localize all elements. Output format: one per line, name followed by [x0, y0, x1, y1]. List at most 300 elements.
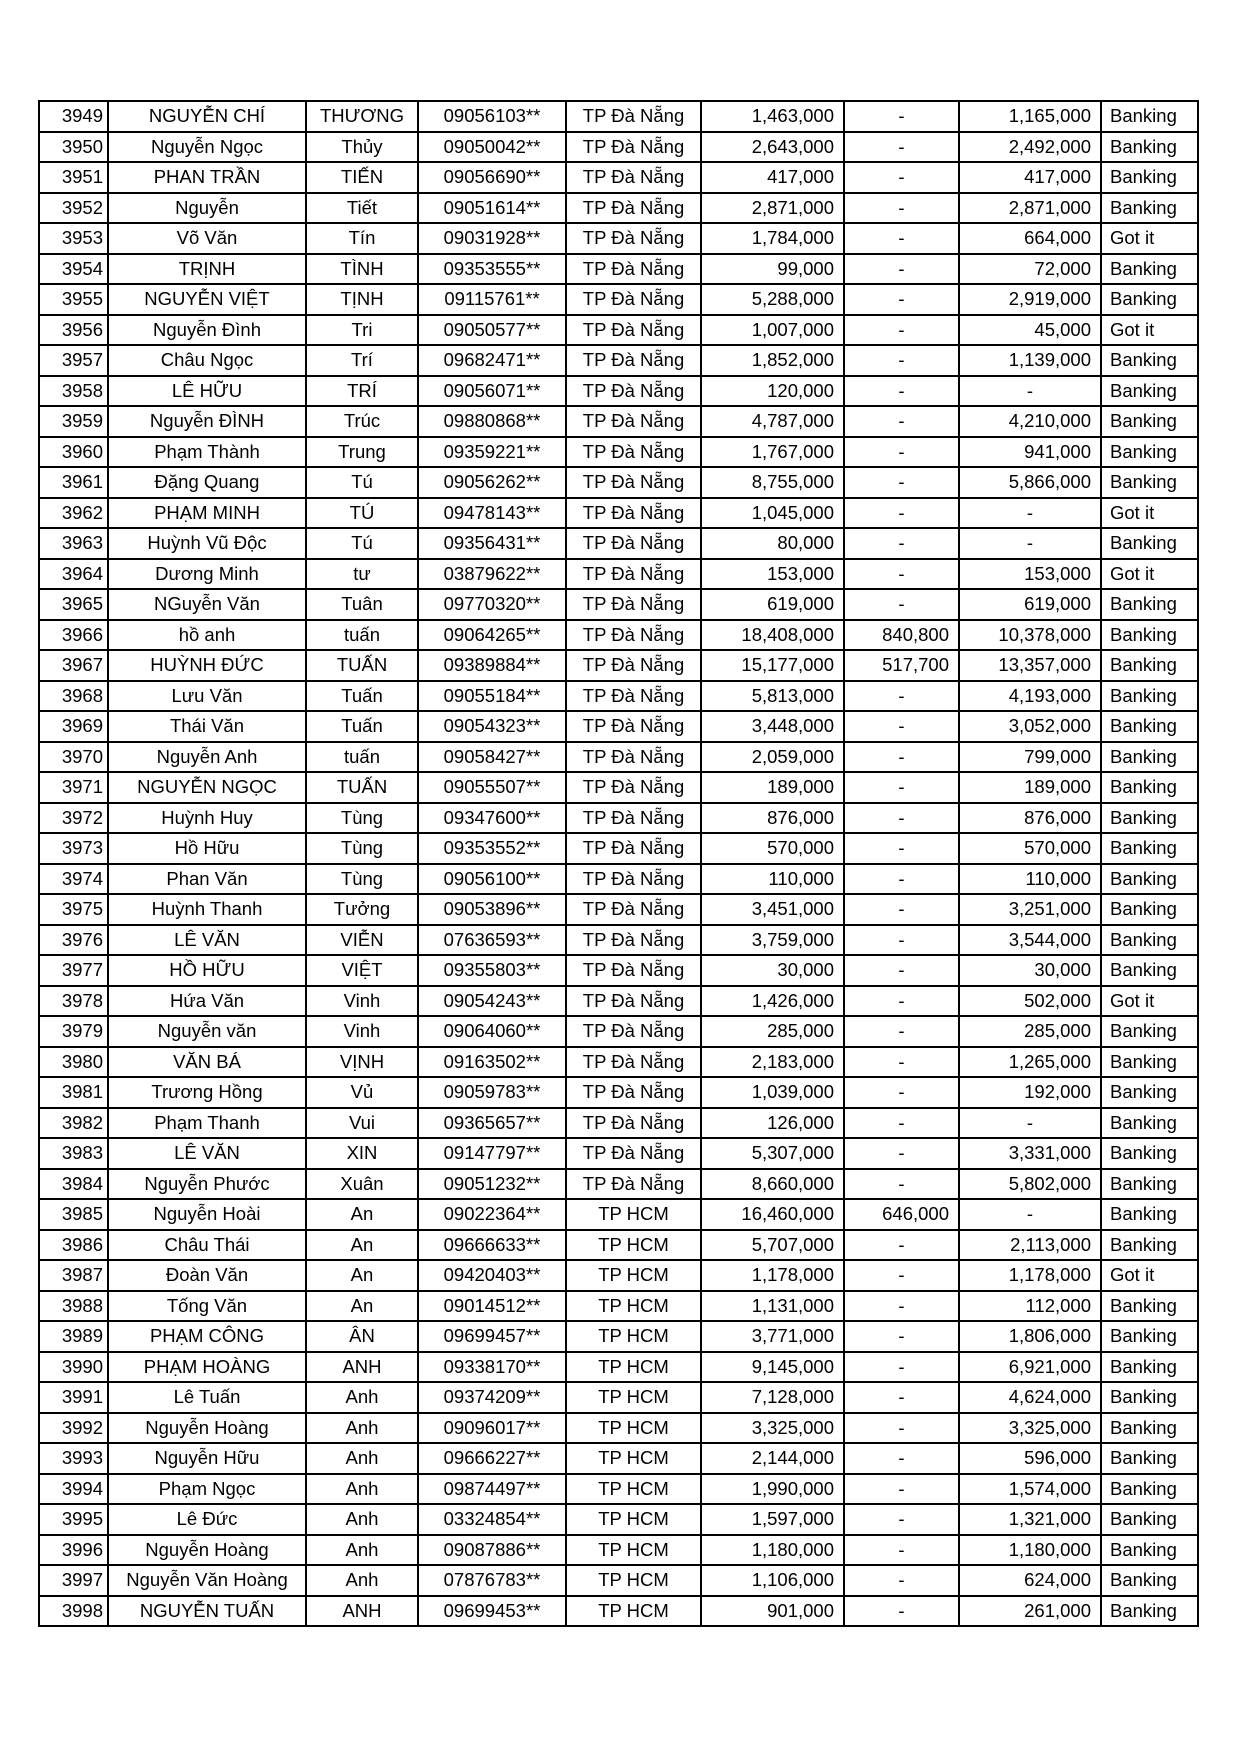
table-row — [39, 1291, 1198, 1322]
cell-city: TP Đà Nẵng — [566, 1108, 701, 1139]
cell-city: TP HCM — [566, 1352, 701, 1383]
cell-amount-a: 1,597,000 — [701, 1504, 844, 1535]
cell-id: 3953 — [39, 223, 108, 254]
cell-amount-c: 45,000 — [959, 315, 1101, 346]
cell-first-name: Tống Văn — [108, 1291, 306, 1322]
cell-amount-a: 16,460,000 — [701, 1199, 844, 1230]
cell-first-name: Phạm Thành — [108, 437, 306, 468]
cell-phone: 09682471** — [418, 345, 566, 376]
cell-id: 3990 — [39, 1352, 108, 1383]
cell-phone: 09374209** — [418, 1382, 566, 1413]
cell-amount-a: 5,813,000 — [701, 681, 844, 712]
cell-status: Banking — [1101, 193, 1198, 224]
cell-city: TP Đà Nẵng — [566, 833, 701, 864]
table-row — [39, 254, 1198, 285]
cell-city: TP HCM — [566, 1443, 701, 1474]
cell-id: 3967 — [39, 650, 108, 681]
cell-amount-b: - — [844, 132, 959, 163]
cell-last-name: VỊNH — [306, 1047, 418, 1078]
cell-phone: 09056262** — [418, 467, 566, 498]
cell-phone: 09699453** — [418, 1596, 566, 1627]
cell-id: 3971 — [39, 772, 108, 803]
cell-last-name: TỊNH — [306, 284, 418, 315]
cell-amount-a: 417,000 — [701, 162, 844, 193]
cell-phone: 07636593** — [418, 925, 566, 956]
cell-phone: 07876783** — [418, 1565, 566, 1596]
cell-first-name: Võ Văn — [108, 223, 306, 254]
cell-amount-a: 2,059,000 — [701, 742, 844, 773]
table-row — [39, 894, 1198, 925]
cell-city: TP Đà Nẵng — [566, 589, 701, 620]
cell-amount-a: 1,990,000 — [701, 1474, 844, 1505]
cell-first-name: NGUYỄN NGỌC — [108, 772, 306, 803]
cell-status: Banking — [1101, 528, 1198, 559]
cell-phone: 09163502** — [418, 1047, 566, 1078]
cell-city: TP Đà Nẵng — [566, 894, 701, 925]
cell-amount-b: - — [844, 223, 959, 254]
cell-amount-b: - — [844, 925, 959, 956]
cell-id: 3972 — [39, 803, 108, 834]
cell-amount-b: - — [844, 101, 959, 132]
cell-city: TP Đà Nẵng — [566, 223, 701, 254]
cell-phone: 09050042** — [418, 132, 566, 163]
cell-id: 3978 — [39, 986, 108, 1017]
cell-city: TP Đà Nẵng — [566, 864, 701, 895]
cell-city: TP Đà Nẵng — [566, 650, 701, 681]
cell-phone: 09014512** — [418, 1291, 566, 1322]
cell-last-name: An — [306, 1230, 418, 1261]
cell-amount-a: 3,759,000 — [701, 925, 844, 956]
table-row — [39, 498, 1198, 529]
table-row — [39, 1321, 1198, 1352]
cell-amount-c: 596,000 — [959, 1443, 1101, 1474]
cell-first-name: NGuyễn Văn — [108, 589, 306, 620]
cell-last-name: TRÍ — [306, 376, 418, 407]
cell-city: TP Đà Nẵng — [566, 772, 701, 803]
cell-amount-b: - — [844, 1535, 959, 1566]
cell-id: 3989 — [39, 1321, 108, 1352]
cell-status: Banking — [1101, 864, 1198, 895]
cell-amount-c: - — [959, 498, 1101, 529]
cell-id: 3980 — [39, 1047, 108, 1078]
cell-id: 3973 — [39, 833, 108, 864]
cell-amount-c: 4,210,000 — [959, 406, 1101, 437]
table-row — [39, 1138, 1198, 1169]
cell-amount-c: 2,492,000 — [959, 132, 1101, 163]
cell-city: TP Đà Nẵng — [566, 986, 701, 1017]
cell-amount-b: - — [844, 955, 959, 986]
contact-payments-table — [38, 100, 1199, 1627]
cell-id: 3986 — [39, 1230, 108, 1261]
cell-last-name: VIỄN — [306, 925, 418, 956]
table-row — [39, 986, 1198, 1017]
cell-city: TP HCM — [566, 1291, 701, 1322]
cell-amount-a: 1,131,000 — [701, 1291, 844, 1322]
cell-amount-c: 3,251,000 — [959, 894, 1101, 925]
cell-amount-c: 153,000 — [959, 559, 1101, 590]
table-row — [39, 101, 1198, 132]
cell-first-name: Nguyễn văn — [108, 1016, 306, 1047]
cell-amount-b: - — [844, 1413, 959, 1444]
cell-amount-a: 5,707,000 — [701, 1230, 844, 1261]
cell-status: Banking — [1101, 620, 1198, 651]
table-row — [39, 1474, 1198, 1505]
cell-first-name: Nguyễn Hoàng — [108, 1413, 306, 1444]
cell-last-name: Vinh — [306, 986, 418, 1017]
cell-amount-a: 4,787,000 — [701, 406, 844, 437]
cell-amount-b: - — [844, 833, 959, 864]
cell-amount-c: 1,139,000 — [959, 345, 1101, 376]
cell-first-name: Huỳnh Thanh — [108, 894, 306, 925]
cell-amount-b: - — [844, 1382, 959, 1413]
cell-last-name: ANH — [306, 1352, 418, 1383]
cell-phone: 09880868** — [418, 406, 566, 437]
table-row — [39, 315, 1198, 346]
cell-amount-c: 417,000 — [959, 162, 1101, 193]
table-row — [39, 132, 1198, 163]
cell-amount-a: 285,000 — [701, 1016, 844, 1047]
cell-status: Banking — [1101, 1138, 1198, 1169]
cell-id: 3963 — [39, 528, 108, 559]
cell-amount-a: 5,288,000 — [701, 284, 844, 315]
cell-phone: 09056103** — [418, 101, 566, 132]
cell-amount-c: 30,000 — [959, 955, 1101, 986]
cell-id: 3984 — [39, 1169, 108, 1200]
cell-amount-a: 876,000 — [701, 803, 844, 834]
cell-amount-b: - — [844, 986, 959, 1017]
cell-status: Banking — [1101, 1443, 1198, 1474]
cell-id: 3985 — [39, 1199, 108, 1230]
cell-status: Got it — [1101, 1260, 1198, 1291]
cell-amount-c: 110,000 — [959, 864, 1101, 895]
cell-last-name: An — [306, 1199, 418, 1230]
cell-last-name: Tú — [306, 528, 418, 559]
cell-phone: 09056690** — [418, 162, 566, 193]
cell-last-name: Tưởng — [306, 894, 418, 925]
cell-id: 3977 — [39, 955, 108, 986]
cell-first-name: Trương Hồng — [108, 1077, 306, 1108]
cell-amount-a: 1,045,000 — [701, 498, 844, 529]
cell-first-name: Lê Đức — [108, 1504, 306, 1535]
cell-phone: 09056071** — [418, 376, 566, 407]
cell-phone: 09087886** — [418, 1535, 566, 1566]
cell-amount-b: - — [844, 772, 959, 803]
cell-status: Banking — [1101, 1016, 1198, 1047]
cell-first-name: Đoàn Văn — [108, 1260, 306, 1291]
cell-id: 3982 — [39, 1108, 108, 1139]
cell-first-name: Châu Thái — [108, 1230, 306, 1261]
cell-status: Got it — [1101, 223, 1198, 254]
cell-city: TP Đà Nẵng — [566, 528, 701, 559]
cell-city: TP Đà Nẵng — [566, 681, 701, 712]
cell-amount-b: - — [844, 528, 959, 559]
cell-status: Got it — [1101, 315, 1198, 346]
cell-status: Banking — [1101, 833, 1198, 864]
cell-amount-b: - — [844, 284, 959, 315]
cell-status: Banking — [1101, 1047, 1198, 1078]
cell-amount-b: - — [844, 1260, 959, 1291]
cell-first-name: Lê Tuấn — [108, 1382, 306, 1413]
cell-amount-c: 1,180,000 — [959, 1535, 1101, 1566]
cell-first-name: PHẠM MINH — [108, 498, 306, 529]
table-body — [39, 101, 1198, 1626]
cell-status: Banking — [1101, 1504, 1198, 1535]
cell-id: 3951 — [39, 162, 108, 193]
cell-last-name: VIỆT — [306, 955, 418, 986]
cell-phone: 09874497** — [418, 1474, 566, 1505]
cell-amount-b: 517,700 — [844, 650, 959, 681]
table-row — [39, 1169, 1198, 1200]
cell-phone: 09064265** — [418, 620, 566, 651]
cell-status: Banking — [1101, 1108, 1198, 1139]
cell-amount-c: 1,178,000 — [959, 1260, 1101, 1291]
cell-phone: 09053896** — [418, 894, 566, 925]
cell-amount-b: - — [844, 254, 959, 285]
cell-amount-a: 189,000 — [701, 772, 844, 803]
cell-phone: 09420403** — [418, 1260, 566, 1291]
cell-amount-a: 1,426,000 — [701, 986, 844, 1017]
cell-first-name: Nguyễn Phước — [108, 1169, 306, 1200]
cell-phone: 09054243** — [418, 986, 566, 1017]
cell-city: TP Đà Nẵng — [566, 162, 701, 193]
cell-amount-a: 9,145,000 — [701, 1352, 844, 1383]
cell-amount-c: 3,544,000 — [959, 925, 1101, 956]
cell-amount-a: 153,000 — [701, 559, 844, 590]
cell-amount-c: 5,802,000 — [959, 1169, 1101, 1200]
cell-city: TP Đà Nẵng — [566, 1138, 701, 1169]
cell-amount-c: 10,378,000 — [959, 620, 1101, 651]
cell-last-name: THƯƠNG — [306, 101, 418, 132]
cell-first-name: HUỲNH ĐỨC — [108, 650, 306, 681]
cell-phone: 09338170** — [418, 1352, 566, 1383]
cell-id: 3998 — [39, 1596, 108, 1627]
cell-amount-a: 1,180,000 — [701, 1535, 844, 1566]
cell-status: Banking — [1101, 681, 1198, 712]
cell-id: 3987 — [39, 1260, 108, 1291]
cell-city: TP HCM — [566, 1474, 701, 1505]
cell-amount-b: - — [844, 559, 959, 590]
table-row — [39, 1443, 1198, 1474]
cell-first-name: Nguyễn Văn Hoàng — [108, 1565, 306, 1596]
cell-status: Banking — [1101, 1382, 1198, 1413]
cell-amount-c: 4,193,000 — [959, 681, 1101, 712]
cell-city: TP HCM — [566, 1199, 701, 1230]
cell-amount-c: 502,000 — [959, 986, 1101, 1017]
cell-first-name: Nguyễn Hoàng — [108, 1535, 306, 1566]
cell-amount-b: - — [844, 1565, 959, 1596]
cell-amount-c: 941,000 — [959, 437, 1101, 468]
cell-first-name: hồ anh — [108, 620, 306, 651]
cell-id: 3952 — [39, 193, 108, 224]
table-row — [39, 1352, 1198, 1383]
cell-first-name: Phan Văn — [108, 864, 306, 895]
cell-amount-b: - — [844, 589, 959, 620]
cell-phone: 09359221** — [418, 437, 566, 468]
cell-status: Banking — [1101, 1535, 1198, 1566]
cell-amount-a: 1,784,000 — [701, 223, 844, 254]
table-row — [39, 284, 1198, 315]
cell-amount-b: - — [844, 498, 959, 529]
table-row — [39, 864, 1198, 895]
cell-first-name: LÊ VĂN — [108, 1138, 306, 1169]
cell-last-name: An — [306, 1260, 418, 1291]
cell-first-name: PHẠM CÔNG — [108, 1321, 306, 1352]
cell-city: TP Đà Nẵng — [566, 254, 701, 285]
cell-last-name: ÂN — [306, 1321, 418, 1352]
cell-last-name: Vủ — [306, 1077, 418, 1108]
table-row — [39, 528, 1198, 559]
cell-amount-a: 80,000 — [701, 528, 844, 559]
cell-amount-c: 192,000 — [959, 1077, 1101, 1108]
cell-last-name: An — [306, 1291, 418, 1322]
cell-city: TP Đà Nẵng — [566, 559, 701, 590]
cell-last-name: Tuấn — [306, 681, 418, 712]
cell-id: 3983 — [39, 1138, 108, 1169]
cell-first-name: Đặng Quang — [108, 467, 306, 498]
cell-id: 3964 — [39, 559, 108, 590]
cell-last-name: Trí — [306, 345, 418, 376]
cell-amount-a: 3,448,000 — [701, 711, 844, 742]
cell-first-name: Nguyễn — [108, 193, 306, 224]
cell-first-name: LÊ VĂN — [108, 925, 306, 956]
cell-last-name: Tri — [306, 315, 418, 346]
cell-status: Banking — [1101, 162, 1198, 193]
cell-last-name: Tuân — [306, 589, 418, 620]
cell-amount-b: - — [844, 315, 959, 346]
cell-first-name: Nguyễn Hữu — [108, 1443, 306, 1474]
cell-id: 3954 — [39, 254, 108, 285]
cell-amount-c: 285,000 — [959, 1016, 1101, 1047]
cell-phone: 09055184** — [418, 681, 566, 712]
cell-city: TP Đà Nẵng — [566, 345, 701, 376]
cell-status: Banking — [1101, 772, 1198, 803]
cell-first-name: LÊ HỮU — [108, 376, 306, 407]
cell-amount-b: 840,800 — [844, 620, 959, 651]
table-row — [39, 193, 1198, 224]
cell-amount-c: 619,000 — [959, 589, 1101, 620]
cell-last-name: TUẤN — [306, 650, 418, 681]
cell-amount-a: 1,039,000 — [701, 1077, 844, 1108]
cell-id: 3961 — [39, 467, 108, 498]
cell-amount-a: 110,000 — [701, 864, 844, 895]
cell-amount-a: 30,000 — [701, 955, 844, 986]
table-row — [39, 650, 1198, 681]
cell-status: Banking — [1101, 955, 1198, 986]
table-row — [39, 1565, 1198, 1596]
cell-phone: 03324854** — [418, 1504, 566, 1535]
cell-last-name: Anh — [306, 1382, 418, 1413]
cell-city: TP Đà Nẵng — [566, 711, 701, 742]
cell-first-name: Dương Minh — [108, 559, 306, 590]
table-row — [39, 1382, 1198, 1413]
table-row — [39, 589, 1198, 620]
cell-amount-c: 2,113,000 — [959, 1230, 1101, 1261]
cell-amount-a: 7,128,000 — [701, 1382, 844, 1413]
cell-amount-b: - — [844, 711, 959, 742]
cell-city: TP Đà Nẵng — [566, 1169, 701, 1200]
cell-status: Banking — [1101, 1321, 1198, 1352]
cell-id: 3991 — [39, 1382, 108, 1413]
cell-id: 3966 — [39, 620, 108, 651]
table-row — [39, 437, 1198, 468]
cell-city: TP HCM — [566, 1596, 701, 1627]
cell-first-name: Nguyễn Anh — [108, 742, 306, 773]
cell-id: 3979 — [39, 1016, 108, 1047]
cell-phone: 09478143** — [418, 498, 566, 529]
cell-city: TP HCM — [566, 1565, 701, 1596]
cell-id: 3959 — [39, 406, 108, 437]
cell-city: TP Đà Nẵng — [566, 467, 701, 498]
cell-city: TP Đà Nẵng — [566, 437, 701, 468]
cell-last-name: Tiết — [306, 193, 418, 224]
cell-amount-c: 189,000 — [959, 772, 1101, 803]
cell-id: 3970 — [39, 742, 108, 773]
cell-last-name: Trung — [306, 437, 418, 468]
cell-amount-a: 15,177,000 — [701, 650, 844, 681]
cell-last-name: TÌNH — [306, 254, 418, 285]
cell-id: 3997 — [39, 1565, 108, 1596]
cell-last-name: XIN — [306, 1138, 418, 1169]
cell-first-name: Nguyễn Hoài — [108, 1199, 306, 1230]
cell-city: TP HCM — [566, 1413, 701, 1444]
table-row — [39, 803, 1198, 834]
cell-status: Banking — [1101, 589, 1198, 620]
cell-amount-a: 2,871,000 — [701, 193, 844, 224]
table-row — [39, 223, 1198, 254]
cell-status: Banking — [1101, 1169, 1198, 1200]
cell-amount-a: 2,643,000 — [701, 132, 844, 163]
cell-city: TP Đà Nẵng — [566, 406, 701, 437]
cell-first-name: NGUYỄN TUẤN — [108, 1596, 306, 1627]
cell-city: TP HCM — [566, 1504, 701, 1535]
table-row — [39, 772, 1198, 803]
cell-id: 3956 — [39, 315, 108, 346]
cell-phone: 09666633** — [418, 1230, 566, 1261]
cell-first-name: Nguyễn Ngọc — [108, 132, 306, 163]
cell-amount-c: 4,624,000 — [959, 1382, 1101, 1413]
cell-city: TP Đà Nẵng — [566, 742, 701, 773]
cell-amount-c: - — [959, 1199, 1101, 1230]
cell-amount-b: - — [844, 193, 959, 224]
cell-amount-a: 1,463,000 — [701, 101, 844, 132]
cell-amount-b: 646,000 — [844, 1199, 959, 1230]
cell-phone: 09666227** — [418, 1443, 566, 1474]
cell-last-name: Tín — [306, 223, 418, 254]
cell-city: TP Đà Nẵng — [566, 1047, 701, 1078]
cell-amount-b: - — [844, 1016, 959, 1047]
cell-amount-c: 624,000 — [959, 1565, 1101, 1596]
cell-amount-b: - — [844, 1108, 959, 1139]
cell-amount-c: 1,574,000 — [959, 1474, 1101, 1505]
cell-last-name: Tú — [306, 467, 418, 498]
cell-phone: 09022364** — [418, 1199, 566, 1230]
cell-first-name: Nguyễn Đình — [108, 315, 306, 346]
cell-status: Banking — [1101, 711, 1198, 742]
cell-amount-b: - — [844, 1443, 959, 1474]
cell-last-name: Vui — [306, 1108, 418, 1139]
cell-last-name: TIẾN — [306, 162, 418, 193]
cell-last-name: TUẤN — [306, 772, 418, 803]
cell-city: TP HCM — [566, 1382, 701, 1413]
cell-last-name: Thủy — [306, 132, 418, 163]
cell-status: Banking — [1101, 650, 1198, 681]
cell-phone: 09115761** — [418, 284, 566, 315]
cell-last-name: Anh — [306, 1474, 418, 1505]
table-row — [39, 833, 1198, 864]
cell-phone: 09050577** — [418, 315, 566, 346]
cell-last-name: TÚ — [306, 498, 418, 529]
cell-amount-b: - — [844, 376, 959, 407]
